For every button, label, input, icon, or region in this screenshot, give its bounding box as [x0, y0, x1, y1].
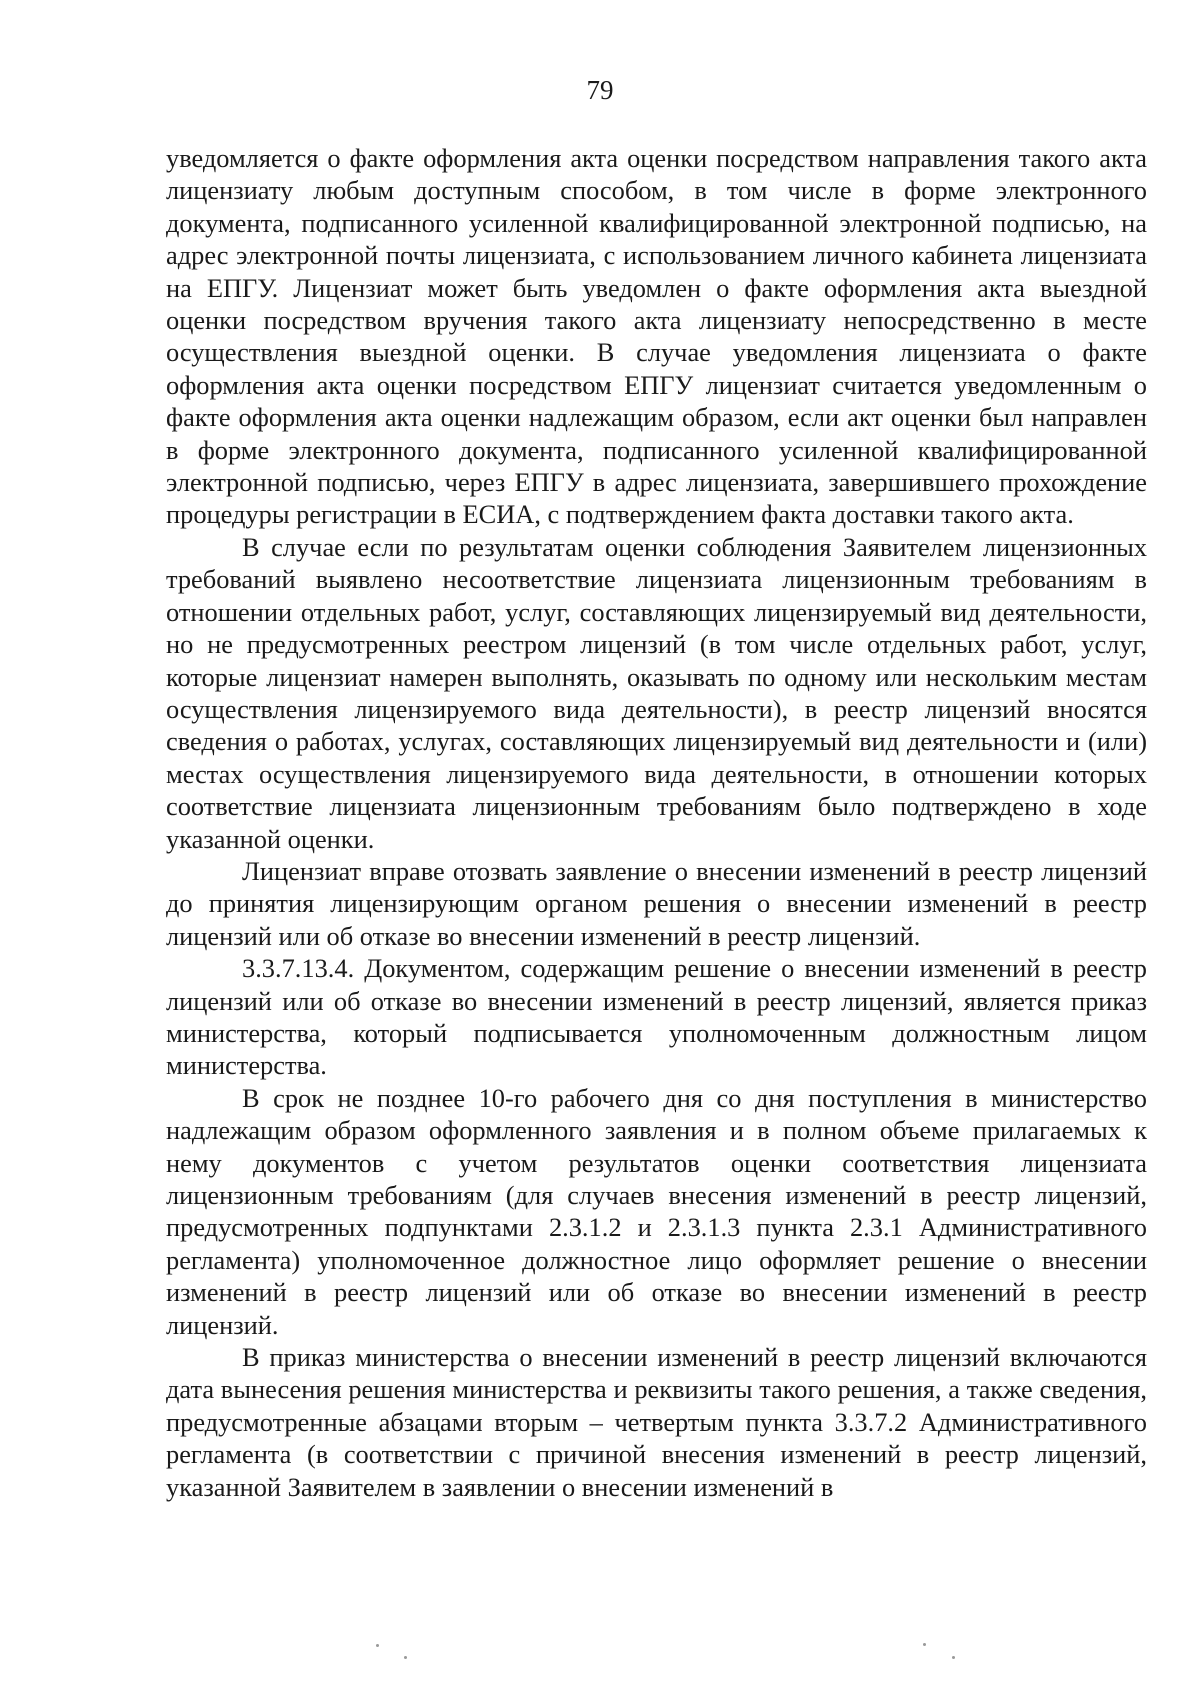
scan-speck: [376, 1644, 379, 1647]
page-number: 79: [586, 75, 614, 105]
scan-speck: [404, 1656, 407, 1659]
document-body: [166, 142, 1147, 1503]
scan-speck: [952, 1656, 955, 1659]
scan-speck: [923, 1643, 926, 1646]
paragraph-3: Лицензиат вправе отозвать заявление о внесении изменений в реестр лицензий до принятия лицензирующим органом решения о внесении изменений в реестр лицензий или об отказе во внесении изменений в реестр лицензий.: [166, 855, 1147, 951]
paragraph-6: В приказ министерства о внесении изменений в реестр лицензий включаются дата вынесения решения министерства и реквизиты такого решения, а также сведения, предусмотренные абзацами вторым – четвертым пункта 3.3.7.2 Административного регламента (в соответствии с причиной внесения изменений в реестр лицензий, указанной Заявителем в заявлении о внесении изменений в: [166, 1342, 1147, 1502]
paragraph-4: 3.3.7.13.4. Документом, содержащим решение о внесении изменений в реестр лицензий или об отказе во внесении изменений в реестр лицензий, является приказ министерства, который подписывается уполномоченным должностным лицом министерства.: [166, 953, 1147, 1081]
paragraph-2: В случае если по результатам оценки соблюдения Заявителем лицензионных требований выявлено несоответствие лицензиата лицензионным требованиям в отношении отдельных работ, услуг, составляющих лицензируемый вид деятельности, но не предусмотренных реестром лицензий (в том числе отдельных работ, услуг, которые лицензиат намерен выполнять, оказывать по одному или нескольким местам осуществления лицензируемого вида деятельности), в реестр лицензий вносятся сведения о работах, услугах, составляющих лицензируемый вид деятельности и (или) местах осуществления лицензируемого вида деятельности, в отношении которых соответствие лицензиата лицензионным требованиям было подтверждено в ходе указанной оценки.: [166, 531, 1147, 854]
paragraph-1: уведомляется о факте оформления акта оценки посредством направления такого акта лицензиату любым доступным способом, в том числе в форме электронного документа, подписанного усиленной квалифицированной электронной подписью, на адрес электронной почты лицензиата, с использованием личного кабинета лицензиата на ЕПГУ. Лицензиат может быть уведомлен о факте оформления акта выездной оценки посредством вручения такого акта лицензиату непосредственно в месте осуществления выездной оценки. В случае уведомления лицензиата о факте оформления акта оценки посредством ЕПГУ лицензиат считается уведомленным о факте оформления акта оценки надлежащим образом, если акт оценки был направлен в форме электронного документа, подписанного усиленной квалифицированной электронной подписью, через ЕПГУ в адрес лицензиата, завершившего прохождение процедуры регистрации в ЕСИА, с подтверждением факта доставки такого акта.: [166, 143, 1147, 530]
paragraph-5: В срок не позднее 10-го рабочего дня со дня поступления в министерство надлежащим образом оформленного заявления и в полном объеме прилагаемых к нему документов с учетом результатов оценки соответствия лицензиата лицензионным требованиям (для случаев внесения изменений в реестр лицензий, предусмотренных подпунктами 2.3.1.2 и 2.3.1.3 пункта 2.3.1 Административного регламента) уполномоченное должностное лицо оформляет решение о внесении изменений в реестр лицензий или об отказе во внесении изменений в реестр лицензий.: [166, 1082, 1147, 1340]
